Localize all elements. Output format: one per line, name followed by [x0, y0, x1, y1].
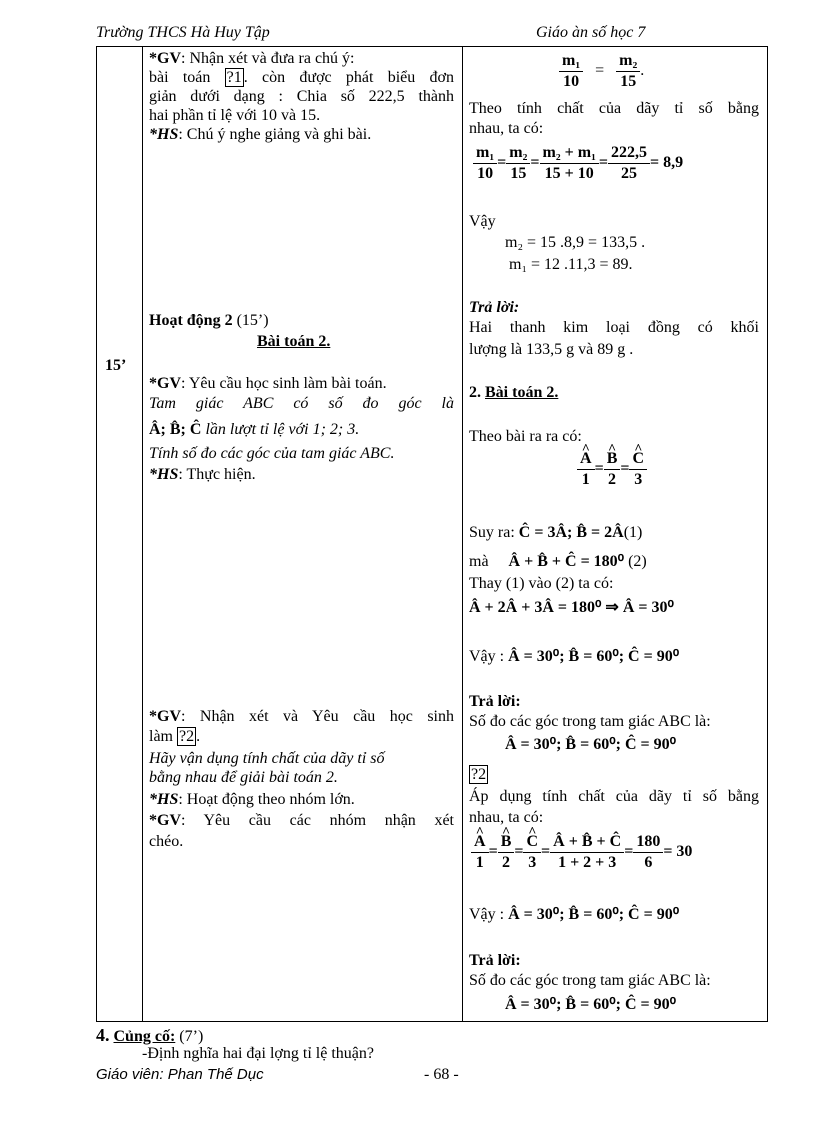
- deduce-line: Suy ra: Ĉ = 3Â; B̂ = 2Â(1): [469, 524, 643, 541]
- question-box-2: ?2: [179, 728, 195, 745]
- time-label: 15’: [105, 357, 127, 374]
- angle-ratio: ^ $\frac{A}{1}$ = ^ $\frac{B}{2}$ = ^ $\frac{C}{3}$: [577, 449, 647, 490]
- hs-note-2: *HS: Thực hiện.: [149, 466, 256, 483]
- task-line-5: bằng nhau để giải bài toán 2.: [149, 769, 338, 786]
- apply-line-2: nhau, ta có:: [469, 809, 544, 826]
- task-line-2: Â; B̂; Ĉ lần lượt tỉ lệ với 1; 2; 3.: [149, 421, 360, 438]
- hs-note-3: *HS: Hoạt động theo nhóm lớn.: [149, 791, 355, 808]
- activities-column: [149, 47, 457, 1021]
- question-box-2-right: ?2: [471, 766, 487, 783]
- lesson-table: [96, 46, 768, 1022]
- result-line-1: Vậy : Â = 30⁰; B̂ = 60⁰; Ĉ = 90⁰: [469, 648, 680, 665]
- hs-note-1: *HS: Chú ý nghe giảng và ghi bài.: [149, 126, 372, 143]
- gv-note-2: *GV: Yêu cầu học sinh làm bài toán.: [149, 375, 387, 392]
- task-line-3: Tính số đo các góc của tam giác ABC.: [149, 445, 395, 462]
- gv-note-1: *GV: Nhận xét và đưa ra chú ý:: [149, 50, 355, 67]
- substitution-equation: Â + 2Â + 3Â = 180⁰ ⇒ Â = 30⁰: [469, 599, 674, 616]
- gv-note-4: *GV: Yêu cầu các nhóm nhận xét: [149, 812, 454, 829]
- ratio-chain-1: $\frac{\text{m₁}}{10}$ = $\frac{\text{m₂}}{15}$ = $\frac{\text{m₂ + m₁}}{15 + 10}$ = $\frac{222,5}{25}$ = 8,9: [473, 143, 683, 184]
- column-divider: [462, 47, 463, 1021]
- gv-note-3: *GV: Nhận xét và Yêu cầu học sinh: [149, 708, 454, 725]
- question-box-1: ?1: [226, 69, 242, 86]
- activity-2-title: Hoạt động 2 (15’): [149, 312, 269, 329]
- task-line-1: Tam giác ABC có số đo góc là: [149, 395, 454, 412]
- therefore-label: Vậy: [469, 213, 496, 230]
- substitute-line: Thay (1) vào (2) ta có:: [469, 575, 614, 592]
- apply-line-1: Áp dụng tính chất của dãy tỉ số bằng: [469, 788, 759, 805]
- combined-ratio: ^ $\frac{A}{1}$ = ^ $\frac{B}{2}$ = ^ $\frac{C}{3}$ = $\frac{Â + B̂ + Ĉ}{1 + 2 + 3}$ = $\frac{180}{6}$ = 30: [471, 832, 692, 873]
- angle-sum-line: mà Â + B̂ + Ĉ = 180⁰ (2): [469, 553, 647, 570]
- gv-note-3-line2: làm ?2 .: [149, 728, 201, 745]
- answer-3-result: Â = 30⁰; B̂ = 60⁰; Ĉ = 90⁰: [505, 996, 677, 1013]
- m1-result: m₁ = 12 .11,3 = 89.: [509, 256, 633, 273]
- ratio-m1-m2: $\frac{\text{m₁}}{10}$ = $\frac{\text{m₂}}{15}$ .: [559, 51, 644, 92]
- column-divider: [142, 47, 143, 1021]
- answer-1-line2: lượng là 133,5 g và 89 g .: [469, 341, 634, 358]
- answer-2-result: Â = 30⁰; B̂ = 60⁰; Ĉ = 90⁰: [505, 736, 677, 753]
- teacher-name: Giáo viên: Phan Thế Dục: [96, 1066, 264, 1083]
- activity-2-subtitle: Bài toán 2.: [257, 333, 331, 350]
- property-line-1: Theo tính chất của dãy tỉ số bằng: [469, 100, 759, 117]
- m2-result: m₂ = 15 .8,9 = 133,5 .: [505, 234, 646, 251]
- header-school: Trường THCS Hà Huy Tập: [96, 24, 270, 41]
- task-line-4: Hãy vận dụng tính chất của dãy tỉ số: [149, 750, 385, 767]
- given-label: Theo bài ra ra có:: [469, 428, 582, 445]
- page-number: - 68 -: [424, 1066, 459, 1083]
- answer-3-text: Số đo các góc trong tam giác ABC là:: [469, 972, 711, 989]
- gv-note-4-line2: chéo.: [149, 833, 184, 850]
- property-line-2: nhau, ta có:: [469, 120, 544, 137]
- section-4-title: 4. Củng cố: (7’): [96, 1025, 204, 1045]
- gv-note-1-line2: bài toán ?1 . còn được phát biểu đơn: [149, 69, 455, 86]
- answer-3-label: Trả lời:: [469, 952, 521, 969]
- answer-1-label: Trả lời:: [469, 299, 520, 316]
- gv-note-1-line3: giản dưới dạng : Chia số 222,5 thành: [149, 88, 454, 105]
- answer-2-text: Số đo các góc trong tam giác ABC là:: [469, 713, 711, 730]
- section-2-title: 2. Bài toán 2.: [469, 384, 559, 401]
- review-question: -Định nghĩa hai đại lợng tỉ lệ thuận?: [142, 1045, 374, 1062]
- answer-1-line1: Hai thanh kim loại đồng có khối: [469, 319, 759, 336]
- answer-2-label: Trả lời:: [469, 693, 521, 710]
- header-subject: Giáo àn số học 7: [536, 24, 646, 41]
- content-column: [469, 47, 765, 1021]
- result-line-2: Vậy : Â = 30⁰; B̂ = 60⁰; Ĉ = 90⁰: [469, 906, 680, 923]
- gv-note-1-line4: hai phần tỉ lệ với 10 và 15.: [149, 107, 321, 124]
